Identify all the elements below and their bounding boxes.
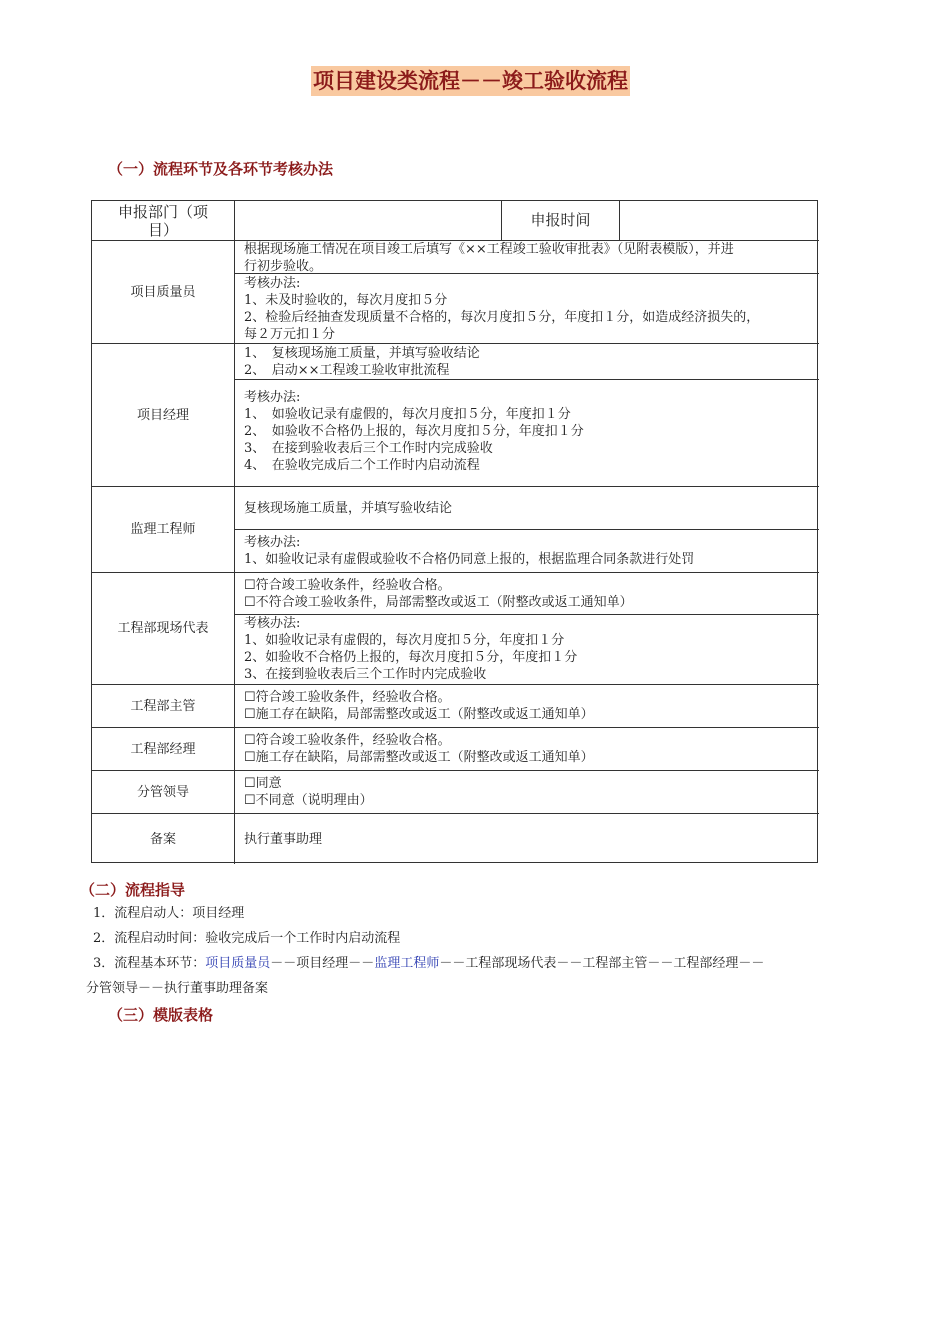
role-site-representative: 工程部现场代表	[117, 621, 209, 636]
dept-label: 申报部门（项目）	[117, 202, 208, 239]
role-engineering-manager: 工程部经理	[130, 741, 196, 757]
filing-text: 执行董事助理	[244, 832, 323, 847]
dept-value[interactable]	[235, 201, 501, 240]
link-quality-inspector[interactable]: 项目质量员	[205, 956, 271, 971]
guide-steps-cont: 分管领导－－执行董事助理备案	[86, 981, 269, 996]
eng-manager-options[interactable]	[92, 732, 819, 766]
pm-assessment: 考核办法: 1、 如验收记录有虚假的，每次月度扣５分，年度扣１分 2、 如验收不合格仍上报的，每次月度扣５分，年度扣１分 3、 在接到验收表后三个工作时内完成验收 4、 在验收完成后二个工作时内启动流程	[244, 390, 584, 473]
supervisor-task: 复核现场施工质量，并填写验收结论	[244, 501, 453, 516]
section-heading-1: （一）流程环节及各环节考核办法	[108, 160, 334, 178]
process-table	[91, 200, 818, 863]
option-pass[interactable]: ☐符合竣工验收条件，经验收合格。	[244, 733, 451, 748]
supervisor-assessment: 考核办法: 1、如验收记录有虚假或验收不合格仍同意上报的，根据监理合同条款进行处罚	[244, 535, 695, 567]
role-supervision-engineer: 监理工程师	[130, 522, 196, 537]
eng-supervisor-options[interactable]	[92, 689, 819, 723]
quality-assessment: 考核办法: 1、未及时验收的，每次月度扣５分 2、检验后经抽查发现质量不合格的，每次月度扣５分，年度扣１分，如造成经济损失的， 每２万元扣１分	[244, 276, 760, 342]
section-heading-3: （三）模版表格	[108, 1006, 214, 1024]
guide-starter: 1．流程启动人：项目经理	[93, 906, 245, 921]
link-supervision-engineer[interactable]: 监理工程师	[374, 956, 440, 971]
section-heading-2: （二）流程指导	[80, 881, 186, 899]
time-value[interactable]	[620, 201, 819, 240]
quality-task: 根据现场施工情况在项目竣工后填写《××工程竣工验收审批表》（见附表模版），并进 行初步验收。	[244, 242, 734, 274]
role-engineering-supervisor: 工程部主管	[130, 698, 196, 714]
option-agree[interactable]: ☐同意	[244, 776, 282, 791]
role-filing: 备案	[149, 831, 176, 847]
option-disagree[interactable]: ☐不同意（说明理由）	[244, 793, 373, 808]
page-title: 项目建设类流程－－竣工验收流程	[311, 66, 630, 96]
option-fail[interactable]: ☐不符合竣工验收条件，局部需整改或返工（附整改或返工通知单）	[244, 595, 633, 610]
option-defect[interactable]: ☐施工存在缺陷，局部需整改或返工（附整改或返工通知单）	[244, 750, 594, 765]
role-leader-in-charge: 分管领导	[136, 784, 189, 800]
option-pass[interactable]: ☐符合竣工验收条件，经验收合格。	[244, 578, 451, 593]
time-label: 申报时间	[530, 211, 591, 229]
site-rep-options[interactable]	[92, 577, 819, 611]
guide-start-time: 2．流程启动时间：验收完成后一个工作时内启动流程	[93, 931, 401, 946]
leader-options[interactable]	[92, 775, 819, 809]
guide-steps: 3．流程基本环节：项目质量员－－项目经理－－监理工程师－－工程部现场代表－－工程部主管－－工程部经理－－	[93, 956, 765, 971]
role-quality-inspector: 项目质量员	[130, 284, 196, 300]
site-rep-assessment: 考核办法: 1、如验收记录有虚假的，每次月度扣５分，年度扣１分 2、如验收不合格仍上报的，每次月度扣５分，年度扣１分 3、在接到验收表后三个工作时内完成验收	[244, 616, 578, 682]
role-project-manager: 项目经理	[136, 407, 189, 423]
option-pass[interactable]: ☐符合竣工验收条件，经验收合格。	[244, 690, 451, 705]
option-defect[interactable]: ☐施工存在缺陷，局部需整改或返工（附整改或返工通知单）	[244, 707, 594, 722]
pm-task: 1、 复核现场施工质量，并填写验收结论 2、 启动××工程竣工验收审批流程	[244, 346, 480, 378]
